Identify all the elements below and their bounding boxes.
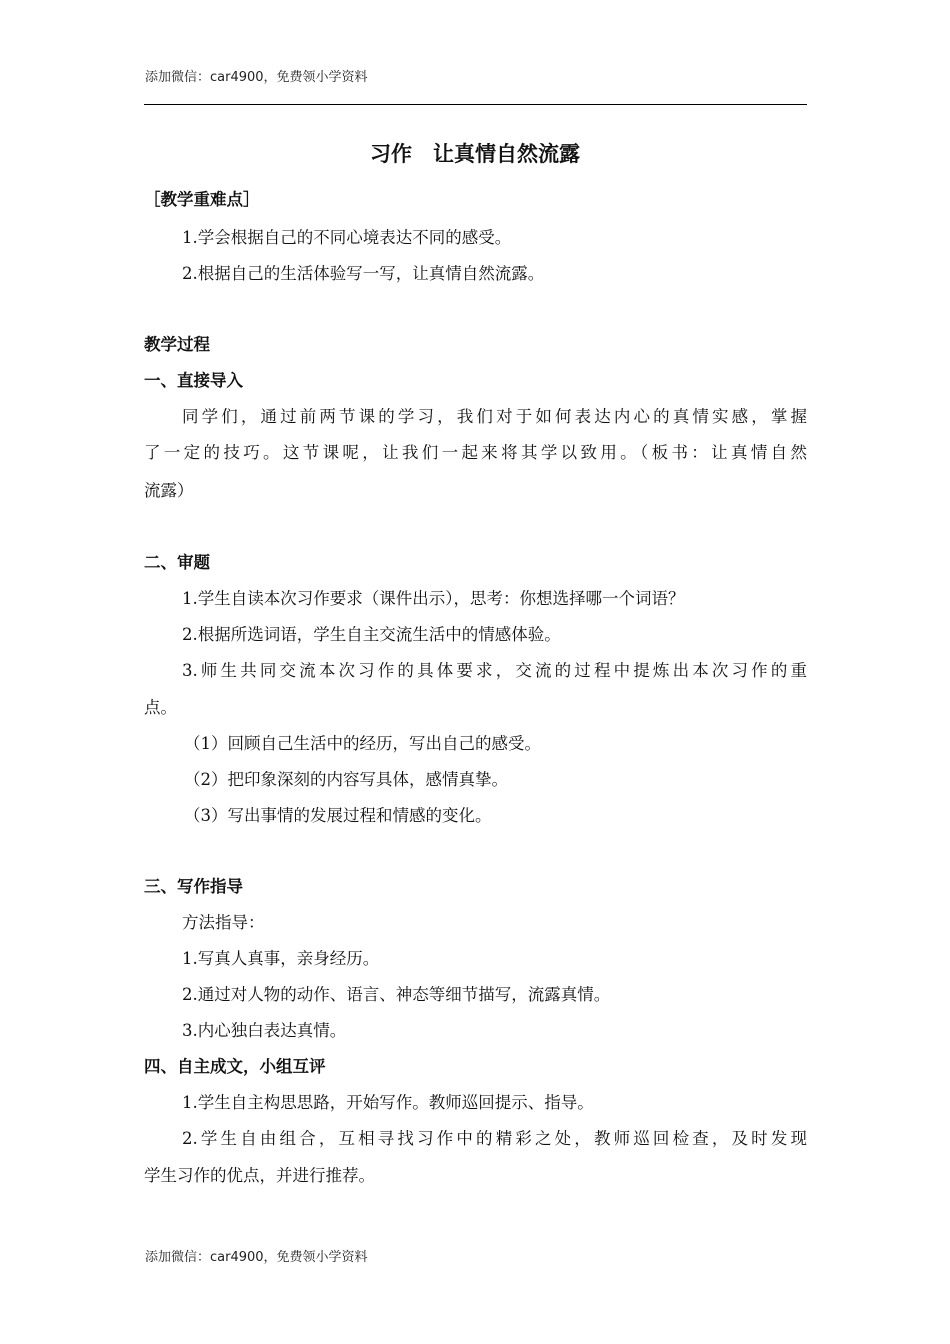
paragraph-line: 流露）	[144, 481, 194, 500]
paragraph-line: 同学们，通过前两节课的学习，我们对于如何表达内心的真情实感，掌握	[182, 407, 807, 426]
sub-item: （3）写出事情的发展过程和情感的变化。	[184, 806, 492, 825]
list-item: 2.学生自由组合，互相寻找习作中的精彩之处，教师巡回检查，及时发现	[182, 1129, 807, 1148]
method-intro: 方法指导：	[182, 913, 265, 932]
list-item: 2.根据所选词语，学生自主交流生活中的情感体验。	[182, 625, 561, 644]
sub-item: （2）把印象深刻的内容写具体，感情真挚。	[184, 770, 508, 789]
process-heading: 教学过程	[144, 335, 210, 354]
key-point-item: 2.根据自己的生活体验写一写，让真情自然流露。	[182, 264, 545, 283]
section-heading: 二、审题	[144, 553, 210, 572]
list-item: 1.写真人真事，亲身经历。	[182, 949, 380, 968]
paragraph-line: 了一定的技巧。这节课呢，让我们一起来将其学以致用。（板书：让真情自然	[144, 443, 807, 462]
list-item-continued: 点。	[144, 698, 177, 717]
key-points-heading: ［教学重难点］	[144, 190, 260, 209]
list-item: 3.内心独白表达真情。	[182, 1021, 347, 1040]
list-item: 2.通过对人物的动作、语言、神态等细节描写，流露真情。	[182, 985, 611, 1004]
list-item-continued: 学生习作的优点，并进行推荐。	[144, 1166, 375, 1185]
sub-item: （1）回顾自己生活中的经历，写出自己的感受。	[184, 734, 541, 753]
header-divider	[144, 104, 807, 105]
section-heading: 四、自主成文，小组互评	[144, 1057, 326, 1076]
list-item: 3.师生共同交流本次习作的具体要求，交流的过程中提炼出本次习作的重	[182, 661, 807, 680]
page-title: 习作 让真情自然流露	[370, 142, 580, 166]
list-item: 1.学生自读本次习作要求（课件出示），思考：你想选择哪一个词语？	[182, 589, 685, 608]
footer-note: 添加微信：car4900，免费领小学资料	[145, 1250, 368, 1265]
section-heading: 一、直接导入	[144, 371, 243, 390]
section-heading: 三、写作指导	[144, 877, 243, 896]
key-point-item: 1.学会根据自己的不同心境表达不同的感受。	[182, 228, 512, 247]
list-item: 1.学生自主构思思路，开始写作。教师巡回提示、指导。	[182, 1093, 594, 1112]
header-note: 添加微信：car4900，免费领小学资料	[145, 70, 368, 85]
